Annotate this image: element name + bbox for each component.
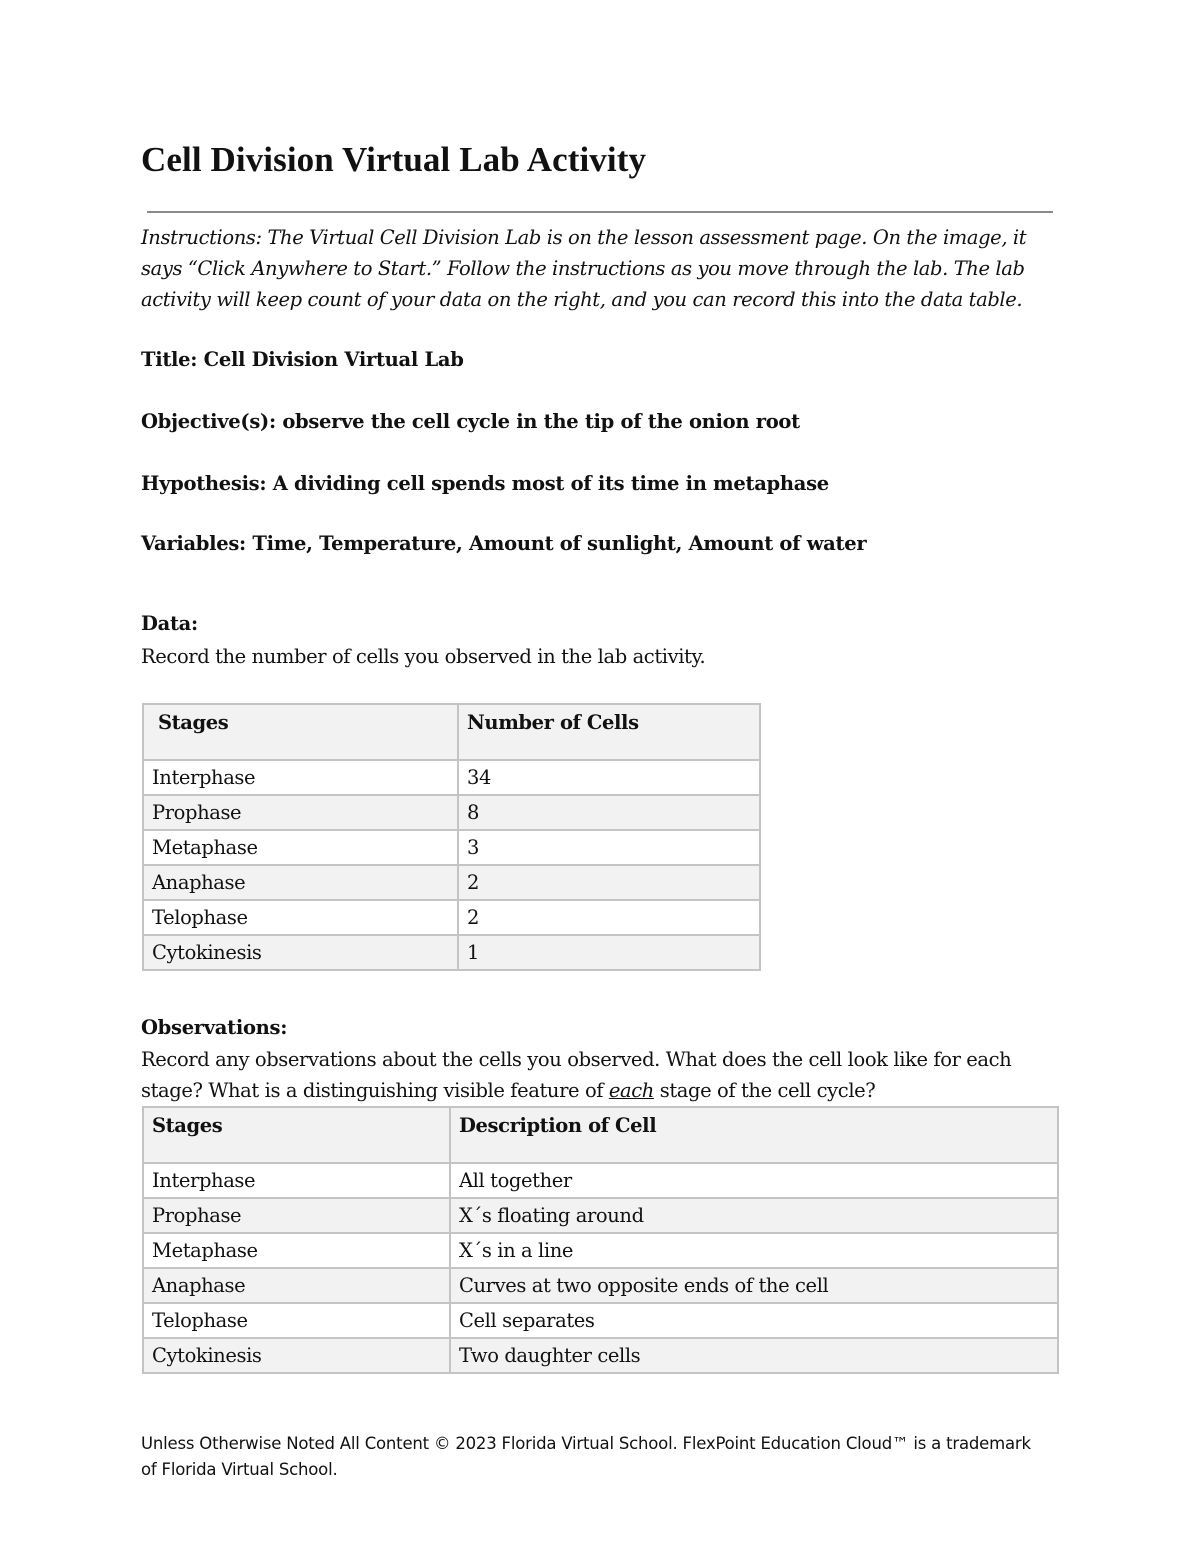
data-stage-cell: Interphase <box>143 760 458 795</box>
observation-stage-cell: Cytokinesis <box>143 1338 450 1373</box>
table-row <box>143 1163 1058 1198</box>
data-count-cell: 2 <box>458 900 760 935</box>
data-count-cell: 3 <box>458 830 760 865</box>
observation-description-cell: X´s floating around <box>450 1198 1058 1233</box>
observation-description-cell: Cell separates <box>450 1303 1058 1338</box>
table-row <box>143 935 760 970</box>
table-row <box>143 1233 1058 1268</box>
table-row <box>143 900 760 935</box>
table-row <box>143 1198 1058 1233</box>
observations-prompt-end: stage of the cell cycle? <box>653 1079 876 1102</box>
observation-stage-cell: Metaphase <box>143 1233 450 1268</box>
observation-description-cell: Curves at two opposite ends of the cell <box>450 1268 1058 1303</box>
data-count-cell: 34 <box>458 760 760 795</box>
table-row <box>143 1268 1058 1303</box>
objective-line: Objective(s): observe the cell cycle in the tip of the onion root <box>141 410 800 433</box>
observation-stage-cell: Prophase <box>143 1198 450 1233</box>
table-row <box>143 795 760 830</box>
data-count-cell: 8 <box>458 795 760 830</box>
table-row <box>143 830 760 865</box>
data-stage-cell: Cytokinesis <box>143 935 458 970</box>
observations-section-label: Observations: <box>141 1016 288 1039</box>
title-divider <box>147 211 1053 213</box>
data-stage-cell: Telophase <box>143 900 458 935</box>
data-section-prompt: Record the number of cells you observed in the lab activity. <box>141 645 706 668</box>
variables-line: Variables: Time, Temperature, Amount of sunlight, Amount of water <box>141 532 867 555</box>
observations-table-header-row <box>143 1107 1058 1163</box>
observation-stage-cell: Telophase <box>143 1303 450 1338</box>
copyright-footer: Unless Otherwise Noted All Content © 2023 Florida Virtual School. FlexPoint Education Cloud™ is a trademark of Florida Virtual School. <box>141 1434 1031 1479</box>
observations-prompt-emphasis: each <box>608 1079 654 1102</box>
observations-header-stages: Stages <box>143 1107 450 1163</box>
observation-description-cell: Two daughter cells <box>450 1338 1058 1373</box>
observations-table <box>142 1106 1059 1374</box>
data-table-header-row <box>143 704 760 760</box>
observations-section-prompt <box>141 1044 1046 1106</box>
data-table-header-stages: Stages <box>143 704 458 760</box>
table-row <box>143 1303 1058 1338</box>
data-count-cell: 1 <box>458 935 760 970</box>
data-stage-cell: Anaphase <box>143 865 458 900</box>
lab-title-line: Title: Cell Division Virtual Lab <box>141 348 464 371</box>
page-title: Cell Division Virtual Lab Activity <box>141 140 647 179</box>
hypothesis-line: Hypothesis: A dividing cell spends most of its time in metaphase <box>141 472 829 495</box>
table-row <box>143 1338 1058 1373</box>
observation-stage-cell: Anaphase <box>143 1268 450 1303</box>
instructions-text: Instructions: The Virtual Cell Division Lab is on the lesson assessment page. On the image, it says “Click Anywhere to Start.” Follow the instructions as you move through the lab. The lab activity will keep count of your data on the right, and you can record this into the data table. <box>141 226 1027 311</box>
data-table-header-count: Number of Cells <box>458 704 760 760</box>
data-table <box>142 703 761 971</box>
observation-description-cell: All together <box>450 1163 1058 1198</box>
data-stage-cell: Prophase <box>143 795 458 830</box>
observations-header-description: Description of Cell <box>450 1107 1058 1163</box>
data-section-label: Data: <box>141 612 198 635</box>
observation-description-cell: X´s in a line <box>450 1233 1058 1268</box>
data-stage-cell: Metaphase <box>143 830 458 865</box>
data-count-cell: 2 <box>458 865 760 900</box>
table-row <box>143 760 760 795</box>
table-row <box>143 865 760 900</box>
observations-prompt-start: Record any observations about the cells you observed. What does the cell look like for each stage? What is a distinguishing visible feature of <box>141 1048 1012 1102</box>
observation-stage-cell: Interphase <box>143 1163 450 1198</box>
